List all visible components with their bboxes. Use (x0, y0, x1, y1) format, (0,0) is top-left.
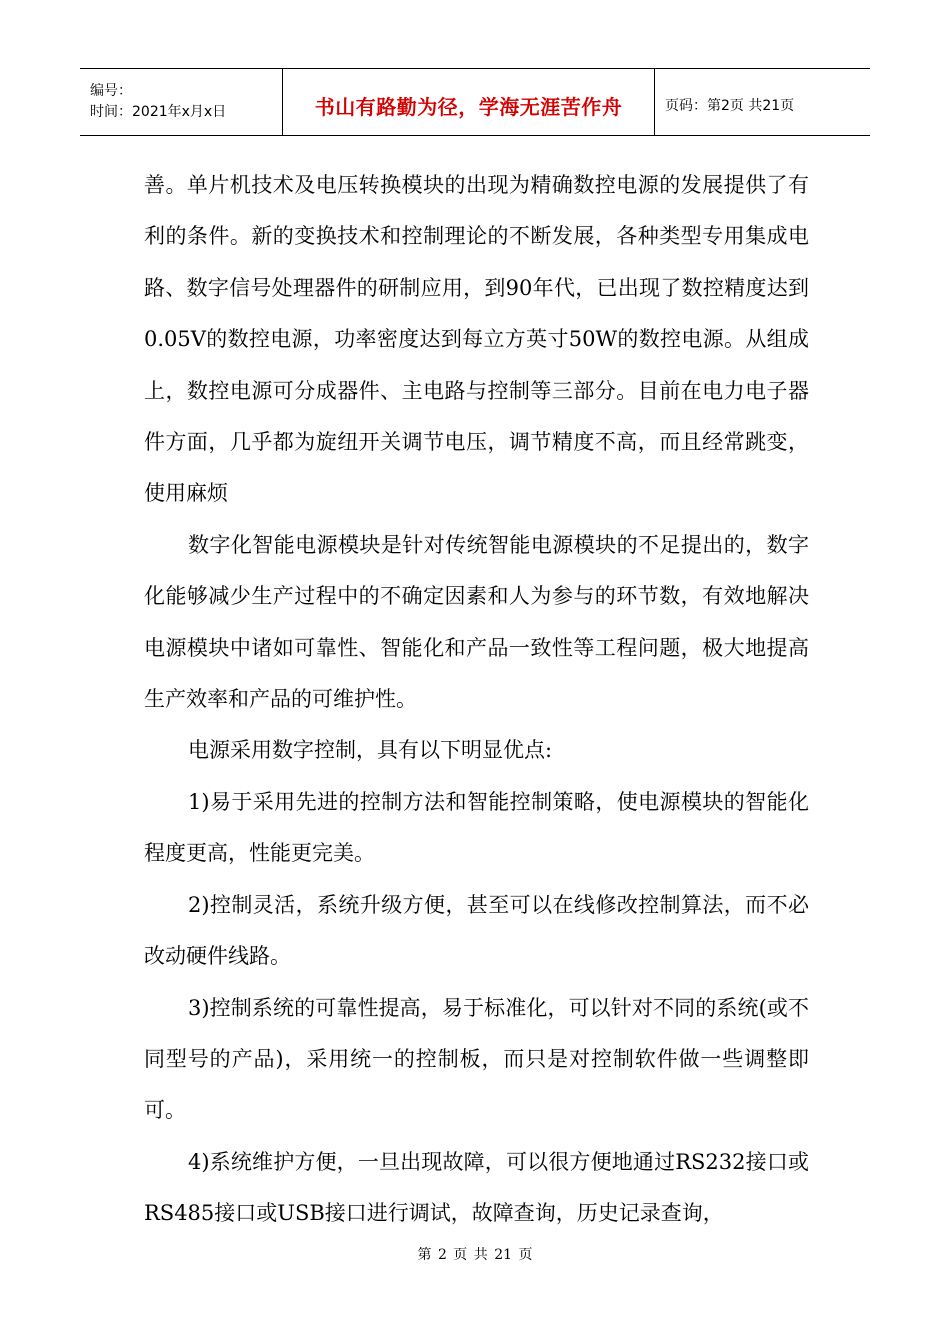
document-body (144, 160, 809, 1240)
document-time-label: 时间：2021年x月x日 (90, 104, 227, 120)
header-page-info: 页码：第2页 共21页 (665, 98, 795, 114)
paragraph-advantages-intro: 电源采用数字控制，具有以下明显优点: (188, 738, 553, 763)
list-item-advantage-4: 4)系统维护方便，一旦出现故障，可以很方便地通过RS232接口或RS485接口或USB接口进行调试，故障查询，历史记录查询， (144, 1149, 809, 1226)
paragraph-continuation: 善。单片机技术及电压转换模块的出现为精确数控电源的发展提供了有利的条件。新的变换技术和控制理论的不断发展，各种类型专用集成电路、数字信号处理器件的研制应用，到90年代，已出现了数控精度达到0.05V的数控电源，功率密度达到每立方英寸50W的数控电源。从组成上，数控电源可分成器件、主电路与控制等三部分。目前在电力电子器件方面，几乎都为旋纽开关调节电压，调节精度不高，而且经常跳变，使用麻烦 (144, 173, 809, 506)
list-item-advantage-1: 1)易于采用先进的控制方法和智能控制策略，使电源模块的智能化程度更高，性能更完美。 (144, 789, 809, 866)
document-number-label: 编号： (90, 83, 132, 99)
page-header (80, 68, 870, 136)
header-meta (80, 69, 283, 135)
paragraph-digital-module: 数字化智能电源模块是针对传统智能电源模块的不足提出的，数字化能够减少生产过程中的不确定因素和人为参与的环节数，有效地解决电源模块中诸如可靠性、智能化和产品一致性等工程问题，极大地提高生产效率和产品的可维护性。 (144, 532, 809, 712)
header-motto: 书山有路勤为径，学海无涯苦作舟 (283, 69, 655, 135)
page-footer: 第 2 页 共 21 页 (417, 1247, 533, 1263)
list-item-advantage-3: 3)控制系统的可靠性提高，易于标准化，可以针对不同的系统(或不同型号的产品)，采用统一的控制板，而只是对控制软件做一些调整即可。 (144, 995, 809, 1123)
list-item-advantage-2: 2)控制灵活，系统升级方便，甚至可以在线修改控制算法，而不必改动硬件线路。 (144, 892, 809, 969)
